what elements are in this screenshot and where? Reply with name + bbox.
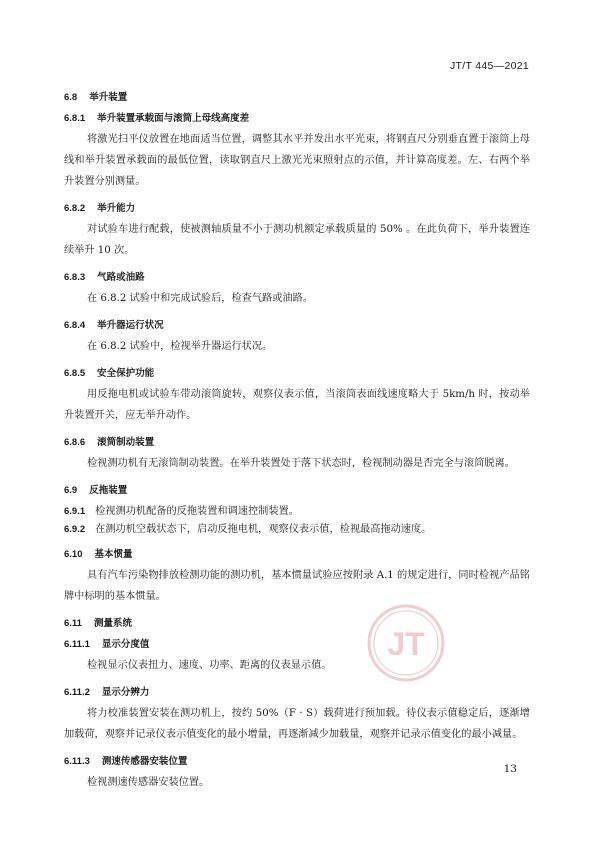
section-6-9-1-body: 检视测功机配备的反拖装置和调速控制装置。 <box>95 506 299 517</box>
section-6-8-2-body: 对试验车进行配载，使被测轴质量不小于测功机额定承载质量的 50% 。在此负荷下，举升装置连续举升 10 次。 <box>64 224 530 256</box>
section-title: 气路或油路 <box>97 272 145 283</box>
section-number: 6.11.1 <box>64 639 90 650</box>
section-6-8-1-body: 将激光扫平仪放置在地面适当位置，调整其水平并发出水平光束，将钢直尺分别垂直置于滚筒上母线和举升装置承载面的最低位置，读取钢直尺上激光光束照射点的示值，并计算高度差。左、右两个举升装置分别测量。 <box>64 134 530 187</box>
section-6-8-1-heading <box>64 111 530 126</box>
section-6-11-1-body: 检视显示仪表扭力、速度、功率、距离的仪表显示值。 <box>87 660 332 671</box>
section-6-9-1-item <box>64 504 530 520</box>
section-6-9-2-body: 在测功机空载状态下，启动反拖电机，观察仪表示值，检视最高拖动速度。 <box>95 524 432 535</box>
section-6-8-4-body: 在 6.8.2 试验中，检视举升器运行状况。 <box>87 341 273 352</box>
section-6-11-heading <box>64 616 530 631</box>
section-title: 滚筒制动装置 <box>97 437 155 448</box>
section-number: 6.9.2 <box>64 524 86 535</box>
section-number: 6.9 <box>64 485 78 496</box>
section-6-8-4-heading <box>64 318 530 333</box>
section-title: 显示分度值 <box>101 639 150 650</box>
section-6-11-3-body: 检视测速传感器安装位置。 <box>87 777 210 788</box>
section-6-8-3-body: 在 6.8.2 试验中和完成试验后，检查气路或油路。 <box>87 293 313 304</box>
section-6-8-5-body: 用反拖电机或试验车带动滚筒旋转，观察仪表示值，当滚筒表面线速度略大于 5km/h 时，按动举升装置开关，应无举升动作。 <box>64 389 530 421</box>
section-title: 显示分辨力 <box>101 687 150 698</box>
section-title: 举升装置承载面与滚筒上母线高度差 <box>97 113 250 124</box>
section-title: 反拖装置 <box>89 485 128 496</box>
section-title: 安全保护功能 <box>97 368 155 379</box>
section-6-8-3-heading <box>64 270 530 285</box>
seal-text: JT <box>387 626 425 662</box>
section-6-8-5-heading <box>64 366 530 381</box>
section-title: 举升能力 <box>97 203 136 214</box>
section-title: 基本惯量 <box>94 549 133 560</box>
section-6-8-6-body: 检视测功机有无滚筒制动装置。在举升装置处于落下状态时，检视制动器是否完全与滚筒脱离。 <box>87 458 515 469</box>
section-title: 举升器运行状况 <box>97 320 164 331</box>
section-number: 6.10 <box>64 549 83 560</box>
document-body <box>64 90 530 793</box>
section-number: 6.8.5 <box>64 368 86 379</box>
section-6-8-6-heading <box>64 435 530 450</box>
section-number: 6.11.3 <box>64 756 90 767</box>
section-6-10-body: 具有汽车污染物排放检测功能的测功机，基本惯量试验应按附录 A.1 的规定进行，同时检视产品铭牌中标明的基本惯量。 <box>64 570 530 602</box>
section-6-10-heading <box>64 547 530 562</box>
section-title: 举升装置 <box>89 92 128 103</box>
section-6-11-1-heading <box>64 637 530 652</box>
section-6-9-2-item <box>64 522 530 538</box>
section-number: 6.8.2 <box>64 203 86 214</box>
section-number: 6.8.3 <box>64 272 86 283</box>
section-number: 6.11 <box>64 618 82 629</box>
section-6-8-heading <box>64 90 530 105</box>
section-title: 测速传感器安装位置 <box>101 756 188 767</box>
section-number: 6.8.6 <box>64 437 86 448</box>
section-6-11-2-body: 将力校准装置安装在测功机上，按约 50%（F · S）载荷进行预加载。待仪表示值稳定后，逐渐增加载荷，观察并记录仪表示值变化的最小增量，再逐渐减少加载量，观察并记录示值变化的最小减量。 <box>64 708 530 740</box>
jt-watermark-seal-icon <box>366 603 446 683</box>
section-number: 6.11.2 <box>64 687 90 698</box>
section-6-9-heading <box>64 483 530 498</box>
section-number: 6.8 <box>64 92 78 103</box>
section-6-8-2-heading <box>64 201 530 216</box>
section-number: 6.9.1 <box>64 506 86 517</box>
section-number: 6.8.4 <box>64 320 86 331</box>
document-code-header: JT/T 445—2021 <box>450 60 529 72</box>
section-6-11-2-heading <box>64 685 530 700</box>
section-number: 6.8.1 <box>64 113 86 124</box>
page-number: 13 <box>503 763 517 775</box>
section-title: 测量系统 <box>93 618 132 629</box>
section-6-11-3-heading <box>64 754 530 769</box>
